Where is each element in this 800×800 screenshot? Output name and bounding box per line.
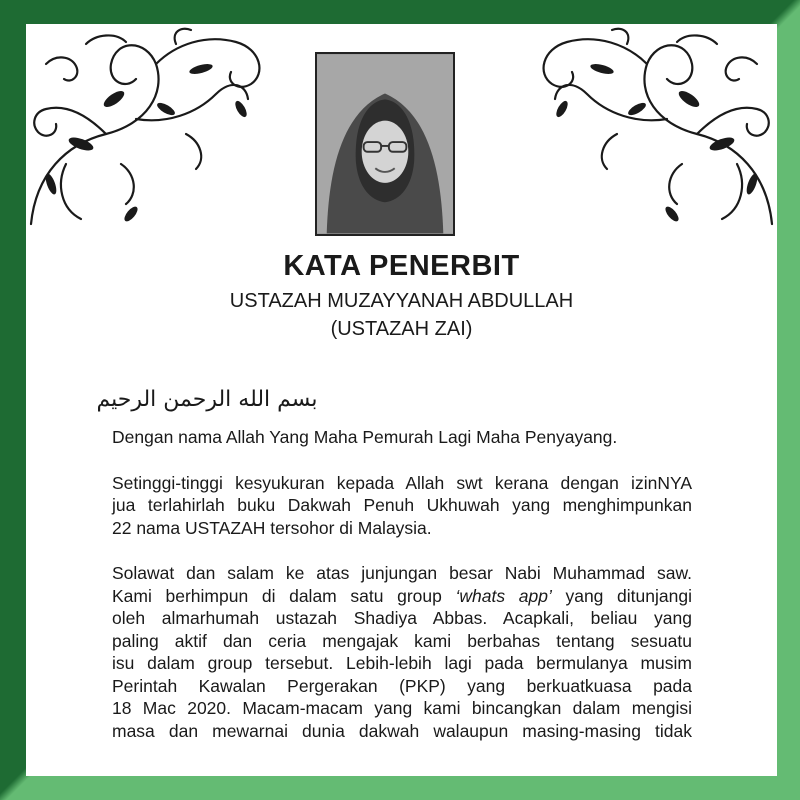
portrait-image bbox=[317, 54, 453, 234]
paragraph-2-line-1: Setinggi-tinggi kesyukuran kepada Allah swt kerana dengan izinNYA bbox=[112, 472, 692, 493]
paragraph-2-line-2: jua terlahirlah buku Dakwah Penuh Ukhuwah yang menghimpunkan bbox=[112, 495, 692, 515]
author-alias: (USTAZAH ZAI) bbox=[330, 318, 473, 340]
line2-text-a: Kami berhimpun di dalam satu group bbox=[112, 585, 456, 606]
paragraph-3-line-7: 18 Mac 2020. Macam-macam yang kami bincangkan dalam mengisi bbox=[112, 698, 692, 718]
paragraph-3-line-3: oleh almarhumah ustazah Shadiya Abbas. Acapkali, beliau yang bbox=[112, 608, 692, 628]
author-portrait bbox=[315, 52, 455, 236]
line2-text-b: yang ditunjangi bbox=[551, 585, 692, 606]
paragraph-3-line-2 bbox=[112, 585, 692, 608]
floral-ornament-right-icon bbox=[527, 24, 777, 239]
paragraph-3-line-4: paling aktif dan ceria mengajak kami berbahas tentang sesuatu bbox=[112, 630, 692, 651]
floral-ornament-left-icon bbox=[26, 24, 276, 239]
paragraph-3-line-5: isu dalam group tersebut. Lebih-lebih lagi pada bermulanya musim bbox=[112, 653, 692, 673]
paragraph-2-line-3: 22 nama USTAZAH tersohor di Malaysia. bbox=[112, 517, 432, 538]
body-text bbox=[112, 426, 692, 765]
paragraph-2 bbox=[112, 472, 692, 540]
paragraph-3-line-1: Solawat dan salam ke atas junjungan besar Nabi Muhammad saw. bbox=[112, 563, 692, 583]
paragraph-1: Dengan nama Allah Yang Maha Pemurah Lagi Maha Penyayang. bbox=[112, 427, 618, 447]
paragraph-3 bbox=[112, 562, 692, 742]
page-title: KATA PENERBIT bbox=[283, 250, 520, 282]
bismillah-calligraphy bbox=[96, 372, 318, 420]
bismillah-text: بسم الله الرحمن الرحيم bbox=[96, 387, 318, 412]
paragraph-3-line-6: Perintah Kawalan Pergerakan (PKP) yang berkuatkuasa pada bbox=[112, 675, 692, 696]
book-page bbox=[26, 24, 777, 776]
whats-app-emphasis: ‘whats app’ bbox=[455, 585, 552, 606]
paragraph-3-line-8: masa dan mewarnai dunia dakwah walaupun masing-masing tidak bbox=[112, 720, 692, 741]
author-name: USTAZAH MUZAYYANAH ABDULLAH bbox=[229, 290, 574, 312]
